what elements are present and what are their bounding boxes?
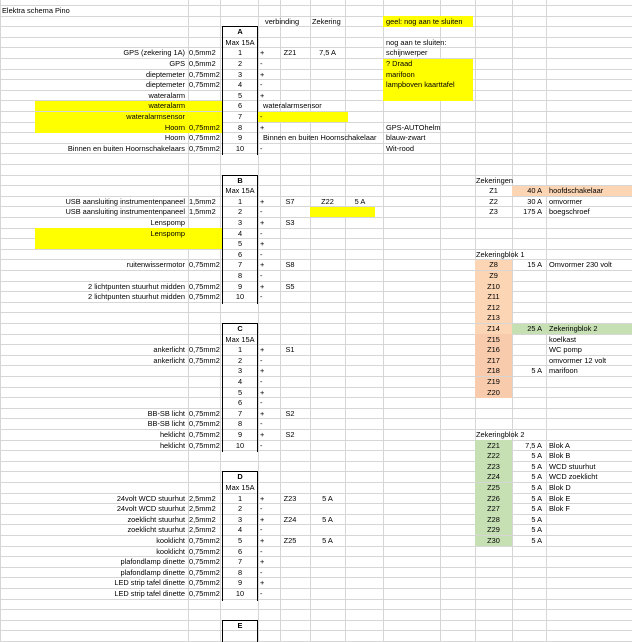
blok1-title[interactable]: Zekeringblok 1 bbox=[476, 249, 525, 259]
terminal-number[interactable]: 7 bbox=[237, 260, 243, 270]
polarity[interactable]: + bbox=[260, 345, 265, 355]
grid-row-line bbox=[0, 312, 632, 313]
verbinding[interactable]: Z21 bbox=[283, 48, 297, 58]
block-max[interactable]: Max 15A bbox=[225, 37, 255, 47]
terminal-number[interactable]: 5 bbox=[237, 387, 243, 397]
verbinding[interactable]: Z24 bbox=[283, 514, 297, 524]
fuse-desc[interactable]: Omvormer 230 volt bbox=[549, 260, 612, 270]
terminal-number[interactable]: 1 bbox=[237, 48, 243, 58]
circuit-label[interactable]: 24volt WCD stuurhut bbox=[116, 493, 185, 503]
wire-section[interactable]: 0,75mm2 bbox=[189, 408, 220, 418]
block-name[interactable]: B bbox=[237, 175, 243, 185]
terminal-number[interactable]: 1 bbox=[237, 345, 243, 355]
terminal-number[interactable]: 5 bbox=[237, 239, 243, 249]
wire-section[interactable]: 0,75mm2 bbox=[189, 133, 220, 143]
terminal-number[interactable]: 10 bbox=[235, 143, 245, 153]
fuse-id[interactable]: Z1 bbox=[489, 186, 498, 196]
circuit-label[interactable]: ruitenwissermotor bbox=[126, 260, 185, 270]
fuse-amp[interactable]: 15 A bbox=[527, 260, 542, 270]
polarity[interactable]: + bbox=[260, 122, 265, 132]
block-max[interactable]: Max 15A bbox=[225, 186, 255, 196]
grid-row-line bbox=[0, 609, 632, 610]
polarity[interactable]: + bbox=[260, 281, 265, 291]
grid-row-line bbox=[0, 397, 632, 398]
terminal-number[interactable]: 3 bbox=[237, 366, 243, 376]
fuse-id[interactable]: Z27 bbox=[487, 504, 500, 514]
fuse-desc[interactable]: Blok B bbox=[549, 451, 571, 461]
wire-section[interactable]: 1,5mm2 bbox=[189, 196, 216, 206]
polarity[interactable]: - bbox=[260, 207, 263, 217]
wire-section[interactable]: 0,5mm2 bbox=[189, 48, 216, 58]
fuse-desc[interactable]: Blok E bbox=[549, 493, 571, 503]
polarity[interactable]: - bbox=[260, 292, 263, 302]
wire-section[interactable]: 2,5mm2 bbox=[189, 493, 216, 503]
fuse-desc[interactable]: Zekeringblok 2 bbox=[549, 324, 598, 333]
terminal-number[interactable]: 8 bbox=[237, 271, 243, 280]
fuse-id[interactable]: Z29 bbox=[487, 525, 500, 535]
fuse-desc[interactable]: koelkast bbox=[549, 334, 577, 344]
fuse-id[interactable]: Z21 bbox=[487, 440, 500, 450]
note-item[interactable]: schijnwerper bbox=[386, 48, 428, 58]
grid-col-line bbox=[258, 0, 259, 642]
block-max[interactable]: Max 15A bbox=[225, 483, 255, 492]
note-item[interactable]: ? Draad bbox=[386, 59, 413, 68]
highlight-wateralarmsensor bbox=[258, 112, 348, 123]
zekering[interactable]: 5 A bbox=[322, 493, 333, 503]
polarity[interactable]: + bbox=[260, 557, 265, 567]
verbinding[interactable]: wateralarmsensor bbox=[263, 101, 322, 111]
circuit-label[interactable]: Hoorn bbox=[164, 133, 185, 143]
fuse-desc[interactable]: omvormer 12 volt bbox=[549, 355, 607, 365]
fuse-desc[interactable]: WCD zoeklicht bbox=[549, 472, 598, 482]
wire-section[interactable]: 0,75mm2 bbox=[189, 546, 220, 556]
wire-section[interactable]: 0,75mm2 bbox=[189, 557, 220, 567]
polarity[interactable]: - bbox=[260, 355, 263, 365]
polarity[interactable]: - bbox=[260, 59, 263, 68]
note-wit[interactable]: Wit-rood bbox=[386, 143, 414, 153]
fuse-id[interactable]: Z2 bbox=[489, 196, 498, 206]
circuit-label[interactable]: ankerlicht bbox=[153, 355, 185, 365]
fuse-amp[interactable]: 7,5 A bbox=[525, 440, 542, 450]
terminal-number[interactable]: 1 bbox=[237, 493, 243, 503]
fuse-id[interactable]: Z11 bbox=[487, 292, 500, 302]
polarity[interactable]: + bbox=[260, 387, 265, 397]
circuit-label[interactable]: dieptemeter bbox=[145, 80, 185, 90]
polarity[interactable]: + bbox=[260, 48, 265, 58]
verbinding[interactable]: S1 bbox=[285, 345, 295, 355]
circuit-label[interactable]: 24volt WCD stuurhut bbox=[116, 504, 185, 514]
polarity[interactable]: - bbox=[260, 398, 263, 408]
fuse-amp[interactable]: 5 A bbox=[531, 461, 542, 471]
terminal-number[interactable]: 4 bbox=[237, 377, 243, 386]
fuse-desc[interactable]: Blok A bbox=[549, 440, 570, 450]
wire-section[interactable]: 0,75mm2 bbox=[189, 143, 220, 153]
polarity[interactable]: - bbox=[260, 504, 263, 514]
polarity[interactable]: - bbox=[260, 112, 263, 121]
verbinding[interactable]: S7 bbox=[285, 196, 295, 206]
circuit-label[interactable]: LED strip tafel dinette bbox=[114, 589, 185, 598]
polarity[interactable]: + bbox=[260, 408, 265, 418]
fuse-desc[interactable]: WC pomp bbox=[549, 345, 582, 355]
circuit-label[interactable]: LED strip tafel dinette bbox=[114, 578, 185, 588]
verbinding[interactable]: Z23 bbox=[283, 493, 297, 503]
header-zekering[interactable]: Zekering bbox=[312, 16, 341, 26]
terminal-number[interactable]: 2 bbox=[237, 207, 243, 217]
polarity[interactable]: + bbox=[260, 90, 265, 100]
terminal-number[interactable]: 9 bbox=[237, 430, 243, 439]
terminal-number[interactable]: 9 bbox=[237, 281, 243, 291]
wire-section[interactable]: 2,5mm2 bbox=[189, 504, 216, 514]
fuse-amp[interactable]: 5 A bbox=[531, 536, 542, 545]
fuse-id[interactable]: Z17 bbox=[487, 355, 500, 365]
wire-section[interactable]: 0,75mm2 bbox=[189, 355, 220, 365]
terminal-number[interactable]: 4 bbox=[237, 525, 243, 535]
terminal-number[interactable]: 3 bbox=[237, 218, 243, 227]
polarity[interactable]: + bbox=[260, 69, 265, 79]
fuse-amp[interactable]: 5 A bbox=[531, 493, 542, 503]
wire-section[interactable]: 0,75mm2 bbox=[189, 430, 220, 439]
polarity[interactable]: + bbox=[260, 578, 265, 588]
terminal-number[interactable]: 3 bbox=[237, 514, 243, 524]
wire-section[interactable]: 0,75mm2 bbox=[189, 281, 220, 291]
zekering[interactable]: 5 A bbox=[322, 536, 333, 545]
fuse-id[interactable]: Z8 bbox=[489, 260, 498, 270]
terminal-number[interactable]: 8 bbox=[237, 122, 243, 132]
circuit-label[interactable]: plafondlamp dinette bbox=[120, 567, 185, 577]
fuse-id[interactable]: Z20 bbox=[487, 387, 500, 397]
terminal-number[interactable]: 5 bbox=[237, 90, 243, 100]
terminal-number[interactable]: 3 bbox=[237, 69, 243, 79]
polarity[interactable]: - bbox=[260, 440, 263, 450]
fuse-id[interactable]: Z16 bbox=[487, 345, 500, 355]
circuit-label[interactable]: BB-SB licht bbox=[147, 419, 185, 429]
polarity[interactable]: - bbox=[260, 546, 263, 556]
polarity[interactable]: + bbox=[260, 493, 265, 503]
fuse-id[interactable]: Z22 bbox=[487, 451, 500, 461]
polarity[interactable]: - bbox=[260, 567, 263, 577]
circuit-label[interactable]: plafondlamp dinette bbox=[120, 557, 185, 567]
polarity[interactable]: - bbox=[260, 271, 263, 280]
fuse-amp[interactable]: 5 A bbox=[531, 472, 542, 482]
verbinding[interactable]: S8 bbox=[285, 260, 295, 270]
terminal-number[interactable]: 6 bbox=[237, 546, 243, 556]
polarity[interactable]: - bbox=[260, 249, 263, 259]
fuse-id[interactable]: Z9 bbox=[489, 271, 498, 280]
fuse-id[interactable]: Z12 bbox=[487, 302, 500, 312]
terminal-number[interactable]: 5 bbox=[237, 536, 243, 545]
terminal-number[interactable]: 7 bbox=[237, 557, 243, 567]
header-verbinding[interactable]: verbinding bbox=[265, 16, 300, 26]
wire-section[interactable]: 0,75mm2 bbox=[189, 292, 220, 302]
polarity[interactable]: + bbox=[260, 514, 265, 524]
wire-section[interactable]: 0,75mm2 bbox=[189, 260, 220, 270]
sheet-title[interactable]: Elektra schema Pino bbox=[2, 6, 70, 15]
terminal-number[interactable]: 6 bbox=[237, 101, 243, 111]
fuse-id[interactable]: Z28 bbox=[487, 514, 500, 524]
polarity[interactable]: + bbox=[260, 260, 265, 270]
wire-section[interactable]: 2,5mm2 bbox=[189, 514, 216, 524]
polarity[interactable]: + bbox=[260, 536, 265, 545]
grid-row-line bbox=[0, 620, 632, 621]
terminal-number[interactable]: 4 bbox=[237, 228, 243, 238]
highlight-z22-amp bbox=[345, 207, 375, 218]
fuse-amp[interactable]: 5 A bbox=[531, 504, 542, 514]
polarity[interactable]: - bbox=[260, 377, 263, 386]
polarity[interactable]: - bbox=[260, 143, 263, 153]
terminal-number[interactable]: 7 bbox=[237, 408, 243, 418]
grid-row-line bbox=[0, 387, 632, 388]
wire-section[interactable]: 0,75mm2 bbox=[189, 440, 220, 450]
circuit-label[interactable]: wateralarm bbox=[148, 101, 185, 111]
polarity[interactable]: - bbox=[260, 525, 263, 535]
fuse-amp[interactable]: 5 A bbox=[531, 366, 542, 376]
circuit-label[interactable]: Lenspomp bbox=[150, 228, 185, 238]
polarity[interactable]: + bbox=[260, 218, 265, 227]
fuse-amp[interactable]: 5 A bbox=[531, 514, 542, 524]
fuse-desc[interactable]: hoofdschakelaar bbox=[549, 186, 604, 196]
circuit-label[interactable]: Lenspomp bbox=[150, 218, 185, 227]
wire-section[interactable]: 0,75mm2 bbox=[189, 589, 220, 598]
terminal-number[interactable]: 9 bbox=[237, 133, 243, 143]
zekering-amp[interactable]: 5 A bbox=[354, 196, 366, 206]
fuse-desc[interactable]: boegschroef bbox=[549, 207, 590, 217]
circuit-label[interactable]: wateralarm bbox=[148, 90, 185, 100]
fuse-id[interactable]: Z14 bbox=[487, 324, 500, 333]
fuse-amp[interactable]: 30 A bbox=[527, 196, 542, 206]
verbinding[interactable]: S2 bbox=[285, 408, 295, 418]
polarity[interactable]: - bbox=[260, 589, 263, 598]
block-name[interactable]: A bbox=[237, 27, 243, 37]
wire-section[interactable]: 0,75mm2 bbox=[189, 80, 220, 90]
wire-section[interactable]: 0,5mm2 bbox=[189, 59, 216, 68]
note-geel[interactable]: geel: nog aan te sluiten bbox=[386, 16, 463, 26]
wire-section[interactable]: 0,75mm2 bbox=[189, 536, 220, 545]
block-max[interactable]: Max 15A bbox=[225, 334, 255, 344]
circuit-label[interactable]: dieptemeter bbox=[145, 69, 185, 79]
terminal-number[interactable]: 2 bbox=[237, 504, 243, 514]
terminal-number[interactable]: 2 bbox=[237, 355, 243, 365]
terminal-number[interactable]: 10 bbox=[235, 589, 245, 598]
block-name[interactable]: C bbox=[237, 324, 243, 333]
wire-section[interactable]: 0,75mm2 bbox=[189, 567, 220, 577]
terminal-number[interactable]: 1 bbox=[237, 196, 243, 206]
wire-section[interactable]: 0,75mm2 bbox=[189, 345, 220, 355]
circuit-label[interactable]: GPS (zekering 1A) bbox=[123, 48, 185, 58]
polarity[interactable]: - bbox=[260, 228, 263, 238]
circuit-label[interactable]: BB-SB licht bbox=[147, 408, 185, 418]
zekering[interactable]: 5 A bbox=[322, 514, 333, 524]
fuse-id[interactable]: Z18 bbox=[487, 366, 500, 376]
fuse-id[interactable]: Z15 bbox=[487, 334, 500, 344]
fuse-desc[interactable]: Blok F bbox=[549, 504, 570, 514]
circuit-label[interactable]: kooklicht bbox=[156, 546, 185, 556]
grid-row-line bbox=[0, 164, 632, 165]
terminal-number[interactable]: 8 bbox=[237, 567, 243, 577]
circuit-label[interactable]: 2 lichtpunten stuurhut midden bbox=[88, 292, 185, 302]
note-item[interactable]: lampboven kaarttafel bbox=[386, 80, 455, 90]
verbinding[interactable]: Z25 bbox=[283, 536, 297, 545]
terminal-number[interactable]: 10 bbox=[235, 292, 245, 302]
highlight-note bbox=[383, 90, 473, 101]
grid-col-line bbox=[345, 0, 346, 642]
fuse-desc[interactable]: WCD stuurhut bbox=[549, 461, 596, 471]
terminal-number[interactable]: 7 bbox=[237, 112, 243, 121]
fuse-amp[interactable]: 5 A bbox=[531, 525, 542, 535]
wire-section[interactable]: 0,75mm2 bbox=[189, 419, 220, 429]
wire-section[interactable]: 1,5mm2 bbox=[189, 207, 216, 217]
circuit-label[interactable]: heklicht bbox=[159, 440, 185, 450]
note-blauw[interactable]: blauw-zwart bbox=[386, 133, 426, 143]
polarity[interactable]: + bbox=[260, 196, 265, 206]
fuse-amp[interactable]: 175 A bbox=[523, 207, 542, 217]
polarity[interactable]: + bbox=[260, 430, 265, 439]
fuse-id[interactable]: Z26 bbox=[487, 493, 500, 503]
circuit-label[interactable]: Hoorn bbox=[164, 122, 185, 132]
verbinding[interactable]: S5 bbox=[285, 281, 295, 291]
note-gps-auto[interactable]: GPS-AUTOhelm bbox=[386, 122, 441, 132]
terminal-number[interactable]: 2 bbox=[237, 59, 243, 68]
fuse-amp[interactable]: 40 A bbox=[527, 186, 542, 196]
fuse-amp[interactable]: 5 A bbox=[531, 483, 542, 492]
fuse-desc[interactable]: Blok D bbox=[549, 483, 571, 492]
fuse-amp[interactable]: 5 A bbox=[531, 451, 542, 461]
zekering[interactable]: 7,5 A bbox=[319, 48, 336, 58]
circuit-label[interactable]: ankerlicht bbox=[153, 345, 185, 355]
block-name[interactable]: D bbox=[237, 472, 243, 482]
circuit-label[interactable]: zoeklicht stuurhut bbox=[127, 514, 185, 524]
fuse-id[interactable]: Z13 bbox=[487, 313, 500, 323]
fuse-desc[interactable]: marifoon bbox=[549, 366, 578, 376]
blok2-title[interactable]: Zekeringblok 2 bbox=[476, 430, 525, 439]
circuit-label[interactable]: heklicht bbox=[159, 430, 185, 439]
fuse-id[interactable]: Z30 bbox=[487, 536, 500, 545]
circuit-label[interactable]: kooklicht bbox=[156, 536, 185, 545]
circuit-label[interactable]: wateralarmsensor bbox=[126, 112, 185, 121]
verbinding[interactable]: S3 bbox=[285, 218, 295, 227]
grid-row-line bbox=[0, 37, 632, 38]
wire-section[interactable]: 0,75mm2 bbox=[189, 578, 220, 588]
circuit-label[interactable]: zoeklicht stuurhut bbox=[127, 525, 185, 535]
block-name[interactable]: E bbox=[237, 620, 243, 630]
terminal-number[interactable]: 4 bbox=[237, 80, 243, 90]
zekering[interactable]: Z22 bbox=[321, 196, 334, 206]
wire-section[interactable]: 2,5mm2 bbox=[189, 525, 216, 535]
fuse-id[interactable]: Z25 bbox=[487, 483, 500, 492]
grid-row-line bbox=[0, 630, 632, 631]
note-item[interactable]: marifoon bbox=[386, 69, 415, 79]
circuit-label[interactable]: 2 lichtpunten stuurhut midden bbox=[88, 281, 185, 291]
polarity[interactable]: + bbox=[260, 366, 265, 376]
fuse-id[interactable]: Z19 bbox=[487, 377, 500, 386]
terminal-number[interactable]: 6 bbox=[237, 398, 243, 408]
terminal-number[interactable]: 10 bbox=[235, 440, 245, 450]
fuse-amp[interactable]: 25 A bbox=[527, 324, 542, 333]
circuit-label[interactable]: Binnen en buiten Hoornschakelaars bbox=[67, 143, 185, 153]
polarity[interactable]: - bbox=[260, 80, 263, 90]
highlight-z22 bbox=[310, 207, 345, 218]
wire-section[interactable]: 0,75mm2 bbox=[189, 69, 220, 79]
circuit-label[interactable]: GPS bbox=[169, 59, 185, 68]
terminal-number[interactable]: 6 bbox=[237, 249, 243, 259]
terminal-number[interactable]: 9 bbox=[237, 578, 243, 588]
fuse-id[interactable]: Z10 bbox=[487, 281, 500, 291]
wire-section[interactable]: 0,75mm2 bbox=[189, 122, 220, 132]
fuse-desc[interactable]: omvormer bbox=[549, 196, 583, 206]
polarity[interactable]: + bbox=[260, 239, 265, 249]
polarity[interactable]: - bbox=[260, 419, 263, 429]
note-heading[interactable]: nog aan te sluiten: bbox=[386, 37, 447, 47]
verbinding[interactable]: S2 bbox=[285, 430, 295, 439]
circuit-label[interactable]: USB aansluiting instrumentenpaneel bbox=[65, 207, 185, 217]
verbinding[interactable]: Binnen en buiten Hoornschakelaar bbox=[263, 133, 377, 143]
fuse-id[interactable]: Z23 bbox=[487, 461, 500, 471]
zekeringen-title[interactable]: Zekeringen bbox=[476, 175, 513, 185]
grid-col-line bbox=[546, 0, 547, 642]
terminal-number[interactable]: 8 bbox=[237, 419, 243, 429]
fuse-id[interactable]: Z3 bbox=[489, 207, 498, 217]
circuit-label[interactable]: USB aansluiting instrumentenpaneel bbox=[65, 196, 185, 206]
fuse-id[interactable]: Z24 bbox=[487, 472, 500, 482]
